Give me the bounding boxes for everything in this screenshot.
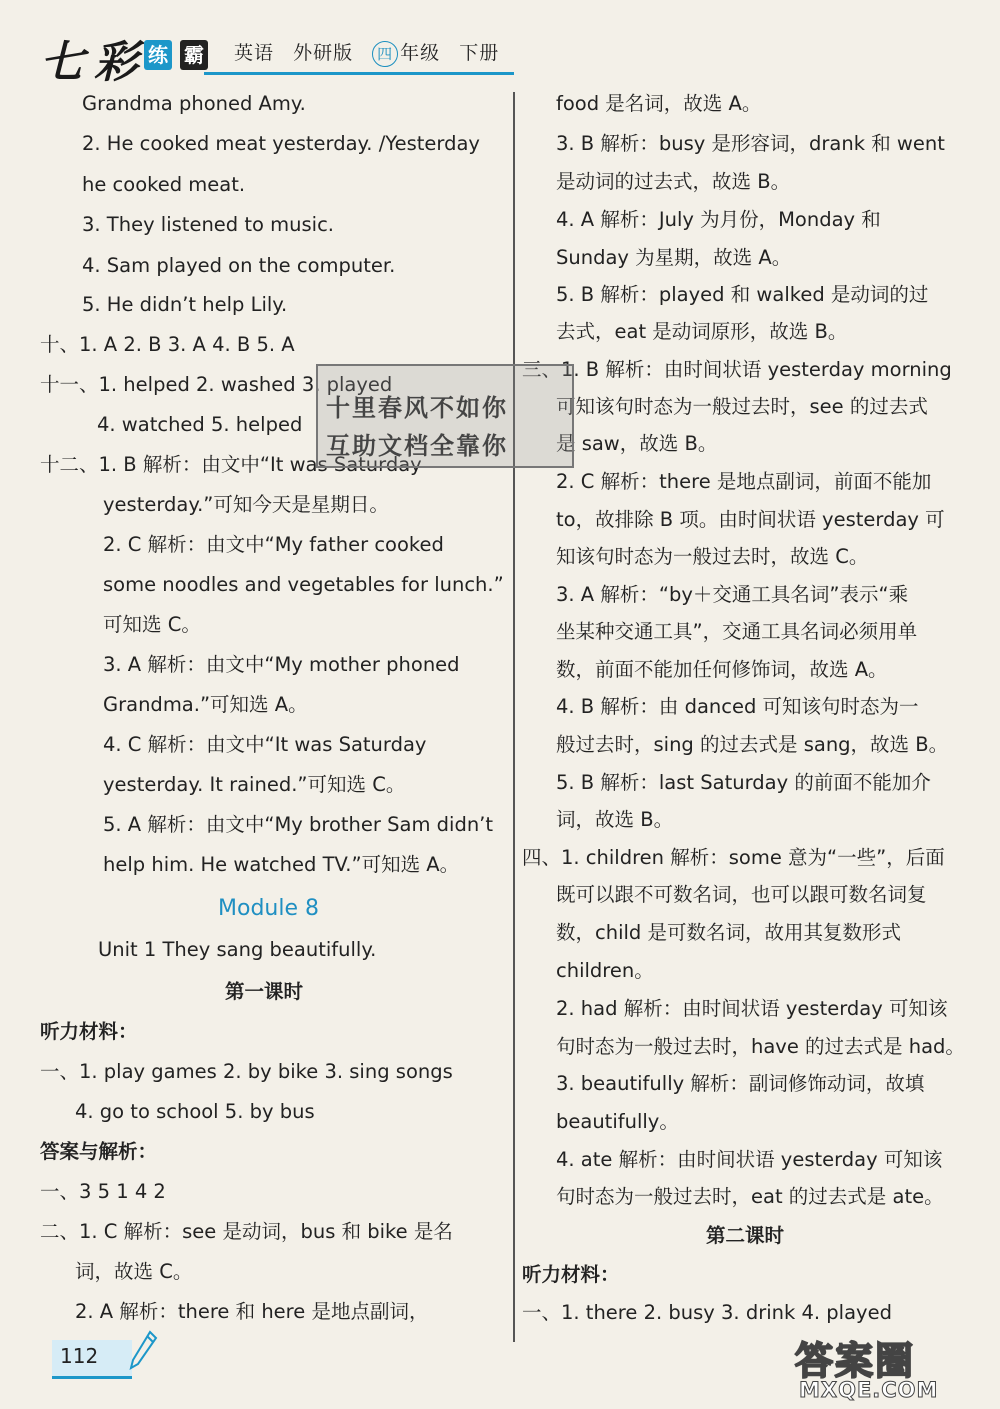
grade-label: 年级 [400, 42, 441, 64]
watermark-logo-text: 答案圈 [795, 1339, 916, 1383]
answer-line: 二、1. C 解析：see 是动词，bus 和 bike 是名 [40, 1220, 453, 1243]
answer-line: 一、1. play games 2. by bike 3. sing songs [40, 1060, 453, 1083]
lesson-heading: 第二课时 [706, 1224, 785, 1247]
answer-line: 3. beautifully 解析：副词修饰动词，故填 [556, 1072, 925, 1095]
page-number: 112 [60, 1344, 99, 1368]
volume-label: 下册 [459, 42, 500, 64]
watermark-url: MXQE.COM [799, 1378, 939, 1402]
lesson-heading: 第一课时 [225, 980, 304, 1003]
answer-line: 句时态为一般过去时，have 的过去式是 had。 [556, 1035, 965, 1058]
section-heading: 答案与解析： [40, 1140, 158, 1163]
book-subject-info [234, 38, 511, 67]
answer-line: 三、1. B 解析：由时间状语 yesterday morning [522, 358, 952, 381]
section-heading: 听力材料： [40, 1020, 138, 1043]
answer-line: some noodles and vegetables for lunch.” [103, 573, 504, 596]
answer-line: 4. go to school 5. by bus [75, 1100, 315, 1123]
grade-circle-icon: 四 [372, 41, 398, 67]
answer-line: 去式，eat 是动词原形，故选 B。 [556, 320, 848, 343]
answer-line: 3. They listened to music. [82, 213, 335, 236]
answer-line: 十二、1. B 解析：由文中“It was Saturday [40, 453, 422, 476]
answer-line: 4. Sam played on the computer. [82, 254, 396, 277]
answer-line: he cooked meat. [82, 173, 246, 196]
answer-line: 知该句时态为一般过去时，故选 C。 [556, 545, 869, 568]
answer-line: 5. He didn’t help Lily. [82, 293, 288, 316]
stamp-line-1: 十里春风不如你 [326, 393, 508, 422]
unit-title: Unit 1 They sang beautifully. [98, 938, 377, 961]
column-divider [513, 92, 515, 1342]
answer-line: 四、1. children 解析：some 意为“一些”，后面 [522, 846, 945, 869]
logo-box-1: 练 [144, 40, 172, 70]
answer-line: 词，故选 B。 [556, 808, 674, 831]
answer-line: yesterday.”可知今天是星期日。 [103, 493, 389, 516]
answer-line: 5. B 解析：last Saturday 的前面不能加介 [556, 771, 931, 794]
answer-line: 2. C 解析：由文中“My father cooked [103, 533, 444, 556]
answer-line: 3. A 解析：“by＋交通工具名词”表示“乘 [556, 583, 909, 606]
answer-line: 是 saw，故选 B。 [556, 432, 718, 455]
answer-line: 4. ate 解析：由时间状语 yesterday 可知该 [556, 1148, 943, 1171]
page-number-tab [52, 1340, 132, 1379]
watermark-stamp [316, 364, 574, 468]
answer-line: 十、1. A 2. B 3. A 4. B 5. A [40, 333, 295, 356]
answer-line: help him. He watched TV.”可知选 A。 [103, 853, 460, 876]
answer-line: 数，child 是可数名词，故用其复数形式 [556, 921, 901, 944]
answer-line: beautifully。 [556, 1110, 679, 1133]
stamp-line-2: 互助文档全靠你 [326, 431, 508, 460]
logo-box-2: 霸 [180, 40, 208, 70]
answer-line: Grandma phoned Amy. [82, 92, 306, 115]
answer-line: 一、3 5 1 4 2 [40, 1180, 166, 1203]
answer-line: 十一、1. helped 2. washed 3. played [40, 373, 393, 396]
answer-line: 一、1. there 2. busy 3. drink 4. played [522, 1301, 892, 1324]
answer-line: 词，故选 C。 [75, 1260, 193, 1283]
module-title: Module 8 [218, 896, 319, 921]
logo-char-1: 七 [40, 37, 84, 88]
answer-line: 5. B 解析：played 和 walked 是动词的过 [556, 283, 929, 306]
subject-label: 英语 [234, 42, 275, 64]
answer-line: 4. A 解析：July 为月份，Monday 和 [556, 208, 881, 231]
answer-line: 4. B 解析：由 danced 可知该句时态为一 [556, 695, 919, 718]
answer-line: 2. C 解析：there 是地点副词，前面不能加 [556, 470, 932, 493]
site-watermark [795, 1330, 995, 1405]
answer-line: 2. had 解析：由时间状语 yesterday 可知该 [556, 997, 948, 1020]
header-rule [204, 72, 514, 75]
answer-line: Sunday 为星期，故选 A。 [556, 246, 792, 269]
logo-char-2: 彩 [94, 37, 138, 88]
pencil-icon [128, 1330, 158, 1370]
answer-line: to，故排除 B 项。由时间状语 yesterday 可 [556, 508, 945, 531]
answer-line: 5. A 解析：由文中“My brother Sam didn’t [103, 813, 494, 836]
answer-line: 般过去时，sing 的过去式是 sang，故选 B。 [556, 733, 949, 756]
answer-line: children。 [556, 959, 654, 982]
answer-line: 2. A 解析：there 和 here 是地点副词， [75, 1300, 429, 1323]
answer-line: 4. watched 5. helped [97, 413, 303, 436]
answer-line: 可知选 C。 [103, 613, 201, 636]
answer-line: yesterday. It rained.”可知选 C。 [103, 773, 406, 796]
answer-line: 2. He cooked meat yesterday. /Yesterday [82, 132, 480, 155]
answer-line: 坐某种交通工具”，交通工具名词必须用单 [556, 620, 918, 643]
answer-line: 4. C 解析：由文中“It was Saturday [103, 733, 427, 756]
answer-line: 句时态为一般过去时，eat 的过去式是 ate。 [556, 1185, 944, 1208]
answer-line: 既可以跟不可数名词，也可以跟可数名词复 [556, 883, 927, 906]
answer-line: 3. B 解析：busy 是形容词，drank 和 went [556, 132, 945, 155]
answer-line: 3. A 解析：由文中“My mother phoned [103, 653, 460, 676]
answer-line: food 是名词，故选 A。 [556, 92, 762, 115]
answer-line: 数，前面不能加任何修饰词，故选 A。 [556, 658, 888, 681]
section-heading: 听力材料： [522, 1263, 620, 1286]
answer-line: Grandma.”可知选 A。 [103, 693, 308, 716]
page-header [0, 0, 1000, 90]
answer-line: 是动词的过去式，故选 B。 [556, 170, 791, 193]
edition-label: 外研版 [293, 42, 354, 64]
series-logo [30, 18, 204, 88]
answer-line: 可知该句时态为一般过去时，see 的过去式 [556, 395, 928, 418]
